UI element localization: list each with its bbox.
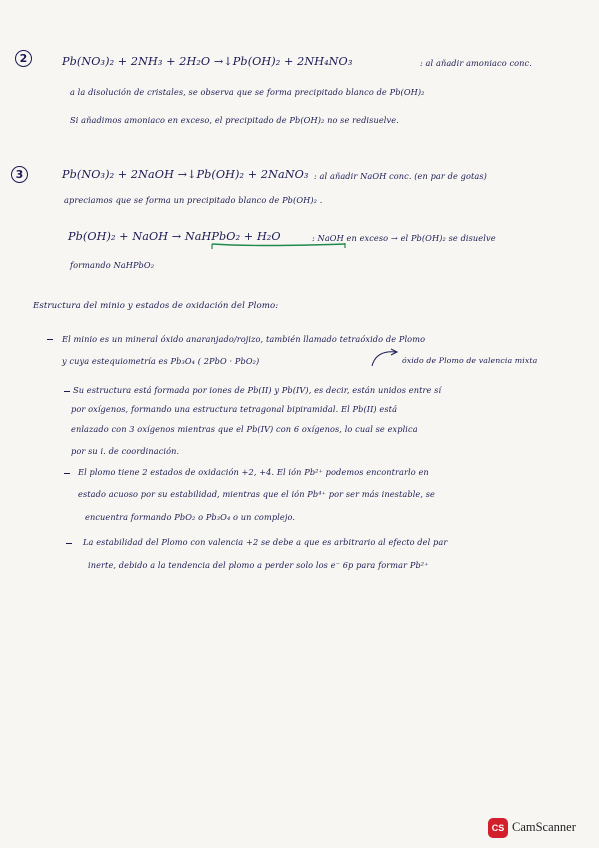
section-2-line-3: Si añadimos amoniaco en exceso, el precipitado de Pb(OH)₂ no se redisuelve. [70,115,399,125]
bullet-2-line-4: por su i. de coordinación. [71,446,180,456]
green-underline-tick [212,243,345,249]
side-note-arrowhead [391,349,397,355]
section-2-line-2: a la disolución de cristales, se observa que se forma precipitado blanco de Pb(OH)₂ [70,87,425,97]
camscanner-logo: CS [488,818,508,838]
bullet-2-line-1: Su estructura está formada por iones de Pb(II) y Pb(IV), es decir, están unidos entre sí [73,385,442,395]
item-number-3: 3 [11,166,28,183]
equation-3b: Pb(OH)₂ + NaOH → NaHPbO₂ + H₂O [68,230,281,243]
bullet-1-line-2: y cuya estequiometría es Pb₃O₄ ( 2PbO · PbO₂) [62,356,260,366]
bullet-3-line-2: estado acuoso por su estabilidad, mientras que el ión Pb⁴⁺ por ser más inestable, se [78,489,436,499]
equation-3: Pb(NO₃)₂ + 2NaOH →↓Pb(OH)₂ + 2NaNO₃ [62,168,309,181]
bullet-2-line-2: por oxígenos, formando una estructura tetragonal bipiramidal. El Pb(II) está [71,404,398,414]
side-note-arrow [372,352,396,366]
camscanner-label: CamScanner [512,820,576,834]
bullet-1-line-1: El minio es un mineral óxido anaranjado/rojizo, también llamado tetraóxido de Plomo [62,334,426,344]
bullet-4-line-1: La estabilidad del Plomo con valencia +2 se debe a que es arbitrario al efecto del par [83,537,448,547]
item-number-2: 2 [15,50,32,67]
section-3-line-2: apreciamos que se forma un precipitado blanco de Pb(OH)₂ . [64,195,323,205]
structure-heading: Estructura del minio y estados de oxidación del Plomo: [33,301,279,311]
bullet-mark [64,391,70,392]
bullet-mark [47,339,53,340]
green-underline [212,244,345,246]
equation-2-note: : al añadir amoniaco conc. [420,58,532,68]
bullet-3-line-1: El plomo tiene 2 estados de oxidación +2, +4. El ión Pb²⁺ podemos encontrarlo en [78,467,429,477]
bullet-mark [66,543,72,544]
equation-2: Pb(NO₃)₂ + 2NH₃ + 2H₂O →↓Pb(OH)₂ + 2NH₄NO₃ [62,55,353,68]
side-note: óxido de Plomo de valencia mixta [402,356,538,365]
bullet-4-line-2: inerte, debido a la tendencia del plomo a perder solo los e⁻ 6p para formar Pb²⁺ [88,560,429,570]
bullet-3-line-3: encuentra formando PbO₂ o Pb₃O₄ o un complejo. [85,512,296,522]
equation-3-note: : al añadir NaOH conc. (en par de gotas) [314,171,487,181]
bullet-2-line-3: enlazado con 3 oxígenos mientras que el Pb(IV) con 6 oxígenos, lo cual se explica [71,424,418,434]
section-3-line-4: formando NaHPbO₂ [70,260,155,270]
bullet-mark [64,473,70,474]
equation-3b-note: : NaOH en exceso → el Pb(OH)₂ se disuelve [312,233,496,243]
